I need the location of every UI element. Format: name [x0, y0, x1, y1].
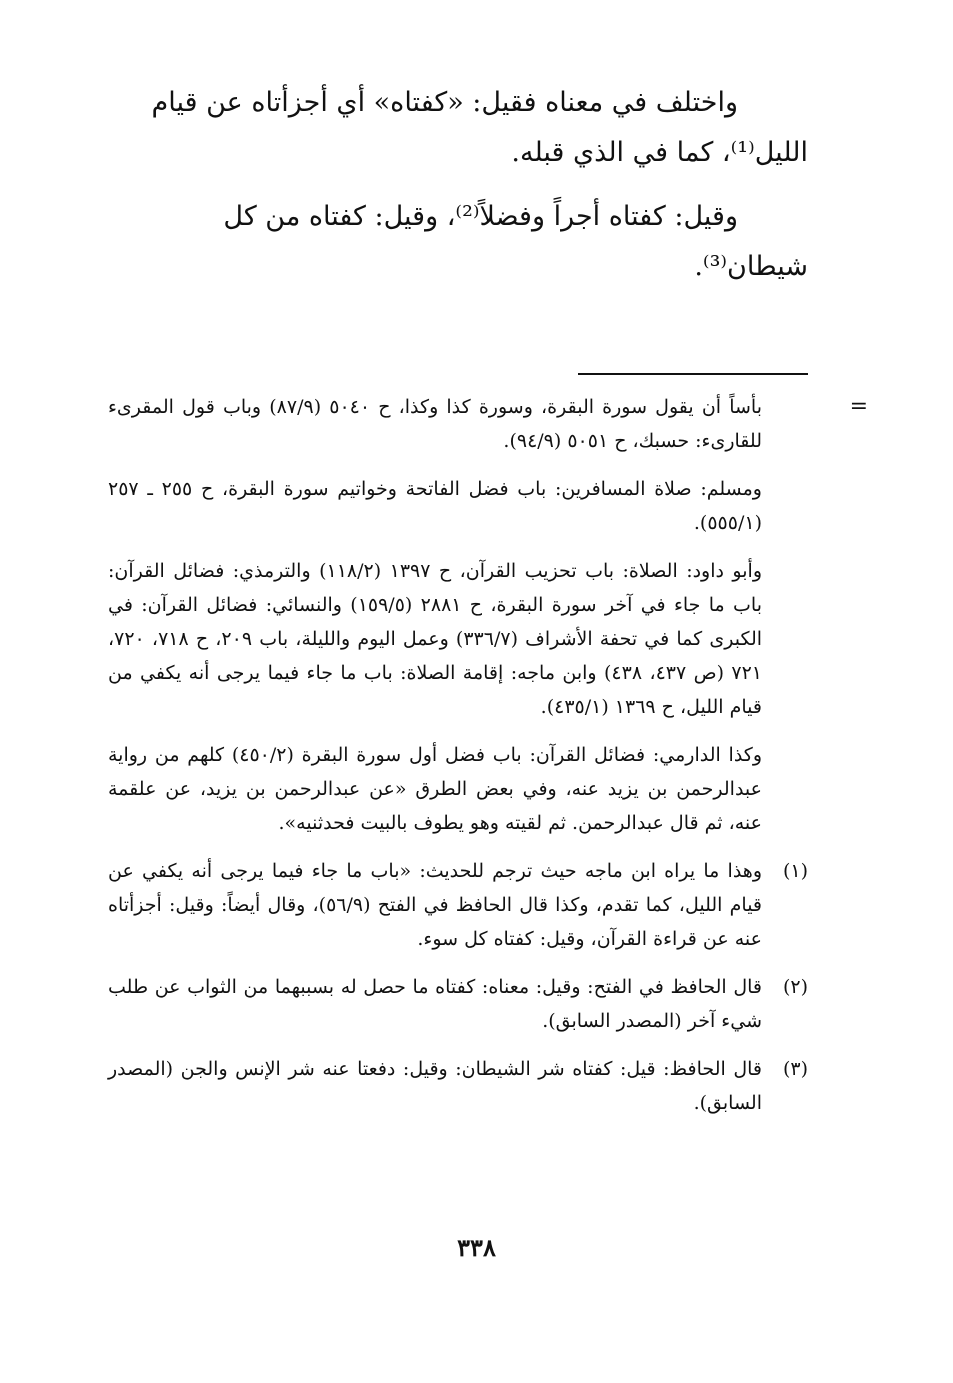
page-number: ٣٣٨ — [457, 1233, 496, 1262]
continuation-note-text: وأبو داود: الصلاة: باب تحزيب القرآن، ح ١٣٩٧ (١١٨/٢) والترمذي: فضائل القرآن: باب ما جاء في آخر سورة البقرة، ح ٢٨٨١ (١٥٩/٥) والنسائي: فضائل القرآن: في الكبرى كما في تحفة الأشراف (٣٣٦/٧) وعمل اليوم والليلة، باب ٢٠٩، ح ٧١٨، ٧٢٠، ٧٢١ (ص ٤٣٧، ٤٣٨) وابن ماجه: إقامة الصلاة: باب ما جاء فيما يرجى أنه يكفي من قيام الليل، ح ١٣٦٩ (٤٣٥/١). — [108, 560, 763, 718]
continuation-note-1 — [108, 390, 868, 458]
main-paragraph-2: وقيل: كفتاه أجراً وفضلاً⁽²⁾، وقيل: كفتاه من كل شيطان⁽³⁾. — [223, 201, 808, 282]
footnote-3 — [108, 1052, 808, 1120]
footnotes-section — [108, 390, 868, 1134]
footnote-marker-3: (٣) — [782, 1058, 808, 1080]
continuation-note-text: وكذا الدارمي: فضائل القرآن: باب فضل أول سورة البقرة (٤٥٠/٢) كلهم من رواية عبدالرحمن بن يزيد عنه، وفي بعض الطرق «عن عبدالرحمن بن يزيد، عن علقمة عنه، ثم قال عبدالرحمن. ثم لقيته وهو يطوف بالبيت فحدثنيه». — [108, 744, 763, 834]
footnote-2 — [108, 970, 808, 1038]
footnote-1 — [108, 854, 808, 956]
continuation-note-text: بأساً أن يقول سورة البقرة، وسورة كذا وكذا، ح ٥٠٤٠ (٨٧/٩) وباب قول المقرىء للقارىء: حسبك، ح ٥٠٥١ (٩٤/٩). — [108, 396, 763, 452]
footnote-text-2: قال الحافظ في الفتح: وقيل: معناه: كفتاه ما حصل له بسببهما من الثواب عن طلب شيء آخر (المصدر السابق). — [108, 976, 762, 1032]
page-body — [108, 78, 868, 1114]
continuation-note-text: ومسلم: صلاة المسافرين: باب فضل الفاتحة وخواتيم سورة البقرة، ح ٢٥٥ ـ ٢٥٧ (٥٥٥/١). — [108, 478, 762, 534]
continuation-note-3 — [108, 554, 808, 724]
footnote-marker-1: (١) — [782, 860, 808, 882]
footnote-marker-2: (٢) — [782, 976, 808, 998]
continuation-note-2 — [108, 472, 808, 540]
continuation-marker: = — [849, 394, 868, 419]
footnote-text-1: وهذا ما يراه ابن ماجه حيث ترجم للحديث: «باب ما جاء فيما يرجى أنه يكفي عن قيام الليل، كما تقدم، وكذا قال الحافظ في الفتح (٥٦/٩)، وقال أيضاً: وقيل: أجزأتاه عنه عن قراءة القرآن، وقيل: كفتاه كل سوء. — [108, 860, 763, 950]
continuation-note-4 — [108, 738, 808, 840]
footnote-text-3: قال الحافظ: قيل: كفتاه شر الشيطان: وقيل: دفعتا عنه شر الإنس والجن (المصدر السابق). — [108, 1058, 762, 1114]
footnote-separator — [578, 373, 808, 375]
main-paragraph-1: واختلف في معناه فقيل: «كفتاه» أي أجزأتاه عن قيام الليل⁽¹⁾، كما في الذي قبله. — [151, 87, 808, 168]
